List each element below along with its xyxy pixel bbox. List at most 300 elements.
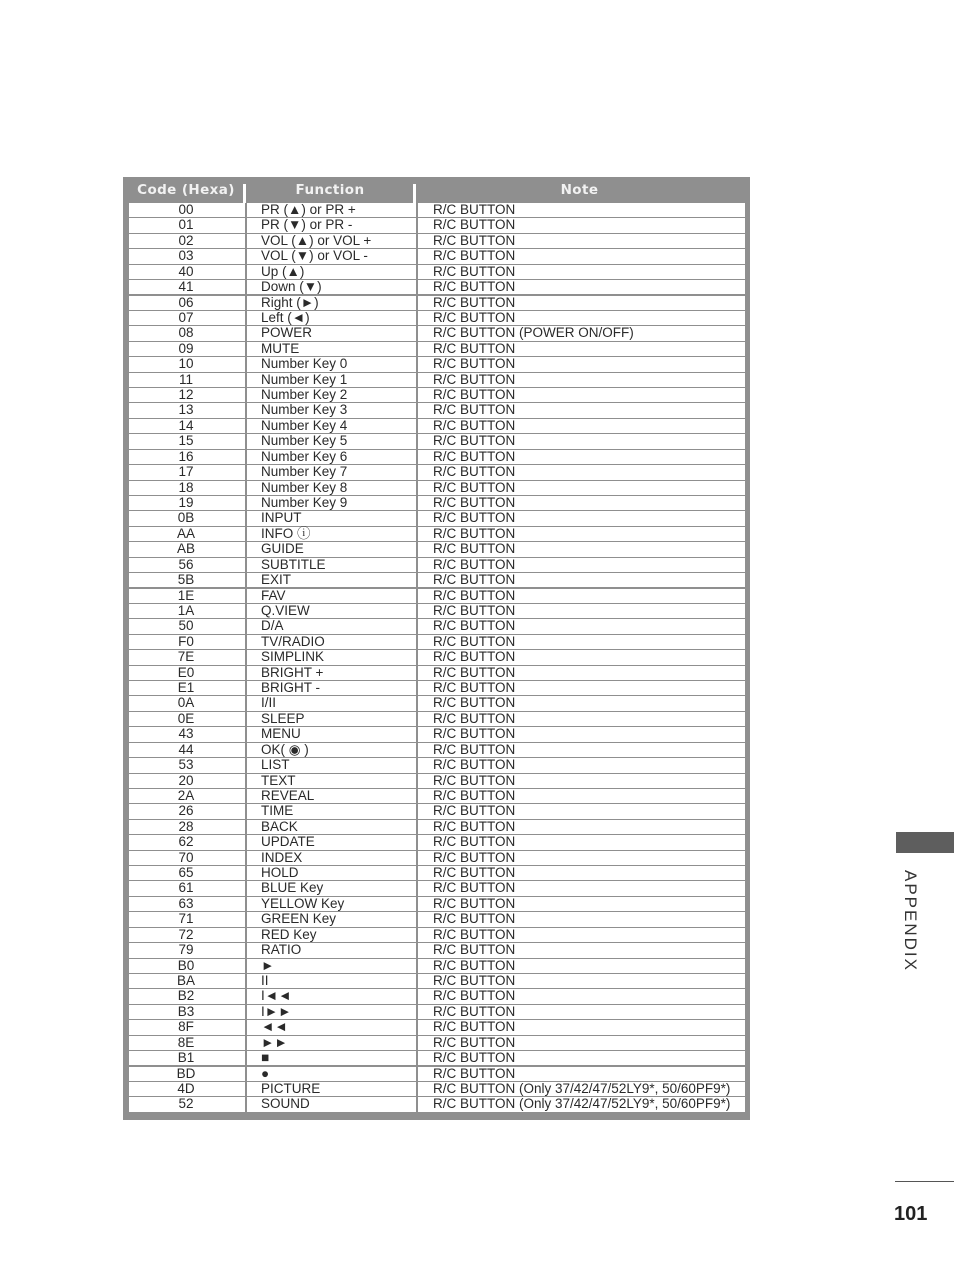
column-divider [416, 866, 418, 880]
column-divider [245, 696, 247, 710]
column-divider [416, 989, 418, 1003]
table-row [129, 280, 745, 294]
table-row [129, 388, 745, 402]
column-divider [416, 218, 418, 232]
column-divider [416, 357, 418, 371]
function-cell: INPUT [261, 510, 302, 526]
column-divider [245, 280, 247, 294]
note-cell: R/C BUTTON [433, 1050, 516, 1066]
table-row [129, 681, 745, 695]
function-cell: Q.VIEW [261, 602, 310, 618]
column-divider [245, 296, 247, 310]
column-divider [245, 1082, 247, 1096]
note-cell: R/C BUTTON [433, 279, 516, 295]
table-row [129, 743, 745, 757]
code-cell: 03 [178, 248, 194, 264]
note-cell: R/C BUTTON [433, 232, 516, 248]
column-divider [245, 727, 247, 741]
column-divider [245, 789, 247, 803]
note-cell: R/C BUTTON [433, 464, 516, 480]
code-cell: 11 [178, 371, 193, 387]
code-cell: 19 [178, 494, 194, 510]
column-divider [416, 326, 418, 340]
code-cell: 09 [178, 340, 194, 356]
code-cell: 65 [178, 865, 194, 881]
function-cell: SOUND [261, 1096, 310, 1112]
code-cell: 53 [178, 757, 194, 773]
header-divider [413, 184, 416, 203]
function-cell: PICTURE [261, 1080, 321, 1096]
column-divider [416, 650, 418, 664]
function-cell: Left (◄) [261, 309, 310, 325]
column-divider [245, 542, 247, 556]
note-cell: R/C BUTTON [433, 263, 516, 279]
column-divider [416, 373, 418, 387]
column-divider [416, 1005, 418, 1019]
code-cell: AA [176, 525, 195, 541]
function-cell: MENU [261, 726, 301, 742]
column-divider [245, 527, 247, 541]
function-cell: Right (►) [261, 294, 319, 310]
function-cell: ◄◄ [261, 1019, 288, 1035]
code-cell: 12 [178, 387, 194, 403]
code-cell: E1 [177, 680, 195, 696]
column-divider [416, 928, 418, 942]
column-divider [416, 558, 418, 572]
column-divider [416, 1020, 418, 1034]
table-row [129, 1020, 745, 1034]
column-divider [416, 835, 418, 849]
code-cell: 26 [178, 803, 194, 819]
note-cell: R/C BUTTON [433, 248, 516, 264]
function-cell: ● [261, 1065, 270, 1081]
note-cell: R/C BUTTON [433, 340, 516, 356]
code-cell: 79 [178, 942, 194, 958]
function-cell: POWER [261, 325, 313, 341]
column-divider [245, 635, 247, 649]
function-cell: PR (▼) or PR - [261, 217, 353, 233]
function-cell: MUTE [261, 340, 300, 356]
column-divider [245, 311, 247, 325]
page-number: 101 [894, 1203, 928, 1225]
note-cell: R/C BUTTON [433, 649, 516, 665]
note-cell: R/C BUTTON [433, 556, 516, 572]
table-row [129, 758, 745, 772]
function-cell: HOLD [261, 865, 299, 881]
column-divider [416, 774, 418, 788]
column-divider [245, 203, 247, 217]
function-cell: Number Key 2 [261, 387, 348, 403]
header-code: Code (Hexa) [137, 182, 235, 198]
table-row [129, 357, 745, 371]
footer-rule [895, 1181, 954, 1182]
code-cell: 10 [178, 356, 194, 372]
column-divider [245, 511, 247, 525]
code-cell: 8E [177, 1034, 195, 1050]
table-row [129, 897, 745, 911]
column-divider [416, 249, 418, 263]
column-divider [245, 326, 247, 340]
note-cell: R/C BUTTON [433, 510, 516, 526]
column-divider [416, 712, 418, 726]
column-divider [416, 496, 418, 510]
function-cell: FAV [261, 587, 286, 603]
note-cell: R/C BUTTON [433, 988, 516, 1004]
function-cell: BRIGHT - [261, 680, 321, 696]
code-cell: 0B [177, 510, 195, 526]
column-divider [416, 912, 418, 926]
note-cell: R/C BUTTON [433, 664, 516, 680]
header-divider [243, 184, 246, 203]
function-cell: VOL (▼) or VOL - [261, 248, 368, 264]
function-cell: Number Key 0 [261, 356, 348, 372]
function-cell: UPDATE [261, 834, 315, 850]
code-cell: E0 [177, 664, 195, 680]
table-row [129, 558, 745, 572]
function-cell: Down (▼) [261, 279, 322, 295]
table-row [129, 712, 745, 726]
note-cell: R/C BUTTON (POWER ON/OFF) [433, 325, 634, 341]
function-cell: Number Key 7 [261, 464, 348, 480]
code-cell: 61 [178, 880, 194, 896]
note-cell: R/C BUTTON (Only 37/42/47/52LY9*, 50/60PF9*) [433, 1080, 731, 1096]
column-divider [245, 265, 247, 279]
column-divider [245, 666, 247, 680]
column-divider [416, 1051, 418, 1065]
header-note: Note [560, 182, 599, 198]
column-divider [416, 542, 418, 556]
column-divider [245, 465, 247, 479]
note-cell: R/C BUTTON [433, 541, 516, 557]
function-cell: Number Key 4 [261, 417, 348, 433]
column-divider [245, 1051, 247, 1065]
table-row [129, 650, 745, 664]
note-cell: R/C BUTTON [433, 387, 516, 403]
function-cell: REVEAL [261, 787, 315, 803]
table-row [129, 234, 745, 248]
code-cell: 00 [178, 202, 194, 217]
note-cell: R/C BUTTON [433, 202, 516, 217]
column-divider [245, 897, 247, 911]
note-cell: R/C BUTTON [433, 726, 516, 742]
function-cell: SIMPLINK [261, 649, 325, 665]
column-divider [416, 265, 418, 279]
code-cell: 62 [178, 834, 194, 850]
table-row [129, 589, 745, 603]
column-divider [245, 1020, 247, 1034]
column-divider [416, 403, 418, 417]
section-label: APPENDIX [901, 870, 920, 972]
table-row [129, 326, 745, 340]
note-cell: R/C BUTTON [433, 787, 516, 803]
code-cell: 16 [178, 448, 194, 464]
table-row [129, 666, 745, 680]
note-cell: R/C BUTTON [433, 772, 516, 788]
function-cell: INFO ⓘ [261, 525, 311, 541]
column-divider [245, 419, 247, 433]
table-row [129, 373, 745, 387]
column-divider [245, 1036, 247, 1050]
function-cell: SLEEP [261, 710, 305, 726]
column-divider [416, 465, 418, 479]
code-cell: 14 [178, 417, 194, 433]
code-cell: 13 [178, 402, 194, 418]
table-row [129, 1051, 745, 1065]
function-cell: TIME [261, 803, 294, 819]
code-cell: 72 [178, 926, 194, 942]
column-divider [416, 943, 418, 957]
column-divider [416, 527, 418, 541]
column-divider [245, 388, 247, 402]
column-divider [245, 650, 247, 664]
column-divider [245, 589, 247, 603]
ir-code-table [123, 177, 750, 1120]
table-row [129, 218, 745, 232]
note-cell: R/C BUTTON [433, 926, 516, 942]
note-cell: R/C BUTTON [433, 710, 516, 726]
code-cell: 70 [178, 849, 194, 865]
column-divider [416, 280, 418, 294]
function-cell: Number Key 6 [261, 448, 348, 464]
note-cell: R/C BUTTON [433, 942, 516, 958]
table-row [129, 619, 745, 633]
table-row [129, 851, 745, 865]
table-row [129, 928, 745, 942]
code-cell: BA [176, 973, 195, 988]
column-divider [245, 758, 247, 772]
code-cell: 0A [177, 695, 195, 711]
table-row [129, 465, 745, 479]
note-cell: R/C BUTTON [433, 618, 516, 634]
note-cell: R/C BUTTON [433, 757, 516, 773]
column-divider [245, 481, 247, 495]
note-cell: R/C BUTTON [433, 417, 516, 433]
function-cell: RATIO [261, 942, 302, 958]
column-divider [245, 619, 247, 633]
column-divider [245, 1097, 247, 1111]
note-cell: R/C BUTTON [433, 895, 516, 911]
column-divider [416, 743, 418, 757]
column-divider [416, 434, 418, 448]
column-divider [245, 820, 247, 834]
column-divider [416, 450, 418, 464]
function-cell: EXIT [261, 572, 292, 588]
column-divider [416, 681, 418, 695]
note-cell: R/C BUTTON [433, 402, 516, 418]
column-divider [416, 1067, 418, 1081]
column-divider [245, 249, 247, 263]
table-row [129, 835, 745, 849]
column-divider [245, 989, 247, 1003]
note-cell: R/C BUTTON [433, 865, 516, 881]
code-cell: 06 [178, 294, 194, 310]
column-divider [245, 604, 247, 618]
column-divider [416, 897, 418, 911]
table-row [129, 881, 745, 895]
column-divider [245, 573, 247, 587]
function-cell: TV/RADIO [261, 633, 325, 649]
note-cell: R/C BUTTON [433, 834, 516, 850]
note-cell: R/C BUTTON [433, 525, 516, 541]
code-cell: 8F [178, 1019, 194, 1035]
column-divider [416, 481, 418, 495]
table-row [129, 419, 745, 433]
code-cell: 44 [178, 741, 194, 757]
code-cell: 20 [178, 772, 194, 788]
table-row [129, 959, 745, 973]
column-divider [416, 959, 418, 973]
code-cell: 07 [178, 309, 194, 325]
column-divider [416, 804, 418, 818]
table-row [129, 1067, 745, 1081]
function-cell: Up (▲) [261, 263, 305, 279]
column-divider [245, 804, 247, 818]
code-cell: 18 [178, 479, 194, 495]
column-divider [245, 342, 247, 356]
code-cell: 52 [178, 1096, 194, 1112]
table-row [129, 1082, 745, 1096]
note-cell: R/C BUTTON [433, 479, 516, 495]
table-row [129, 1005, 745, 1019]
function-cell: Number Key 3 [261, 402, 348, 418]
function-cell: RED Key [261, 926, 317, 942]
code-cell: 43 [178, 726, 194, 742]
section-tab-bar [896, 832, 954, 853]
function-cell: ►► [261, 1034, 288, 1050]
code-cell: 0E [177, 710, 195, 726]
note-cell: R/C BUTTON [433, 957, 516, 973]
code-cell: 50 [178, 618, 194, 634]
column-divider [245, 881, 247, 895]
column-divider [416, 511, 418, 525]
code-cell: 2A [177, 787, 195, 803]
table-row [129, 912, 745, 926]
code-cell: BD [176, 1065, 196, 1081]
code-cell: 40 [178, 263, 194, 279]
function-cell: BRIGHT + [261, 664, 324, 680]
column-divider [416, 1097, 418, 1111]
note-cell: R/C BUTTON [433, 849, 516, 865]
function-cell: II [261, 973, 269, 988]
column-divider [245, 835, 247, 849]
table-row [129, 727, 745, 741]
note-cell: R/C BUTTON [433, 587, 516, 603]
column-divider [416, 234, 418, 248]
table-row [129, 450, 745, 464]
function-cell: LIST [261, 757, 290, 773]
function-cell: Number Key 1 [261, 371, 348, 387]
column-divider [416, 203, 418, 217]
column-divider [245, 943, 247, 957]
table-row [129, 866, 745, 880]
column-divider [245, 373, 247, 387]
column-divider [245, 928, 247, 942]
note-cell: R/C BUTTON [433, 741, 516, 757]
table-row [129, 434, 745, 448]
function-cell: PR (▲) or PR + [261, 202, 356, 217]
function-cell: I◄◄ [261, 988, 292, 1004]
note-cell: R/C BUTTON [433, 448, 516, 464]
note-cell: R/C BUTTON [433, 680, 516, 696]
column-divider [245, 434, 247, 448]
function-cell: SUBTITLE [261, 556, 326, 572]
table-row [129, 789, 745, 803]
column-divider [245, 1005, 247, 1019]
code-cell: B0 [177, 957, 195, 973]
code-cell: F0 [178, 633, 194, 649]
note-cell: R/C BUTTON (Only 37/42/47/52LY9*, 50/60PF9*) [433, 1096, 731, 1112]
column-divider [416, 1036, 418, 1050]
column-divider [245, 743, 247, 757]
note-cell: R/C BUTTON [433, 494, 516, 510]
note-cell: R/C BUTTON [433, 309, 516, 325]
table-row [129, 265, 745, 279]
column-divider [245, 681, 247, 695]
function-cell: I/II [261, 695, 277, 711]
function-cell: Number Key 5 [261, 433, 348, 449]
table-row [129, 989, 745, 1003]
column-divider [416, 820, 418, 834]
note-cell: R/C BUTTON [433, 572, 516, 588]
note-cell: R/C BUTTON [433, 1003, 516, 1019]
code-cell: 17 [178, 464, 194, 480]
note-cell: R/C BUTTON [433, 803, 516, 819]
code-cell: 15 [178, 433, 194, 449]
table-header [123, 177, 750, 203]
code-cell: AB [176, 541, 195, 557]
table-row [129, 403, 745, 417]
table-row [129, 974, 745, 988]
table-row [129, 527, 745, 541]
table-row [129, 203, 745, 217]
column-divider [245, 866, 247, 880]
table-row [129, 1097, 745, 1111]
table-row [129, 311, 745, 325]
function-cell: YELLOW Key [261, 895, 345, 911]
code-cell: 5B [177, 572, 195, 588]
column-divider [245, 712, 247, 726]
code-cell: 1A [177, 602, 195, 618]
column-divider [416, 635, 418, 649]
table-row [129, 542, 745, 556]
column-divider [416, 666, 418, 680]
column-divider [245, 357, 247, 371]
table-row [129, 481, 745, 495]
table-row [129, 573, 745, 587]
function-cell: ■ [261, 1050, 270, 1066]
column-divider [416, 311, 418, 325]
note-cell: R/C BUTTON [433, 371, 516, 387]
column-divider [416, 789, 418, 803]
note-cell: R/C BUTTON [433, 1034, 516, 1050]
column-divider [416, 419, 418, 433]
table-row [129, 342, 745, 356]
note-cell: R/C BUTTON [433, 294, 516, 310]
code-cell: 41 [178, 279, 194, 295]
column-divider [245, 912, 247, 926]
code-cell: 1E [177, 587, 195, 603]
table-row [129, 249, 745, 263]
table-row [129, 696, 745, 710]
note-cell: R/C BUTTON [433, 911, 516, 927]
code-cell: 01 [178, 217, 194, 233]
column-divider [416, 589, 418, 603]
function-cell: D/A [261, 618, 284, 634]
table-row [129, 296, 745, 310]
column-divider [416, 342, 418, 356]
note-cell: R/C BUTTON [433, 880, 516, 896]
table-row [129, 635, 745, 649]
